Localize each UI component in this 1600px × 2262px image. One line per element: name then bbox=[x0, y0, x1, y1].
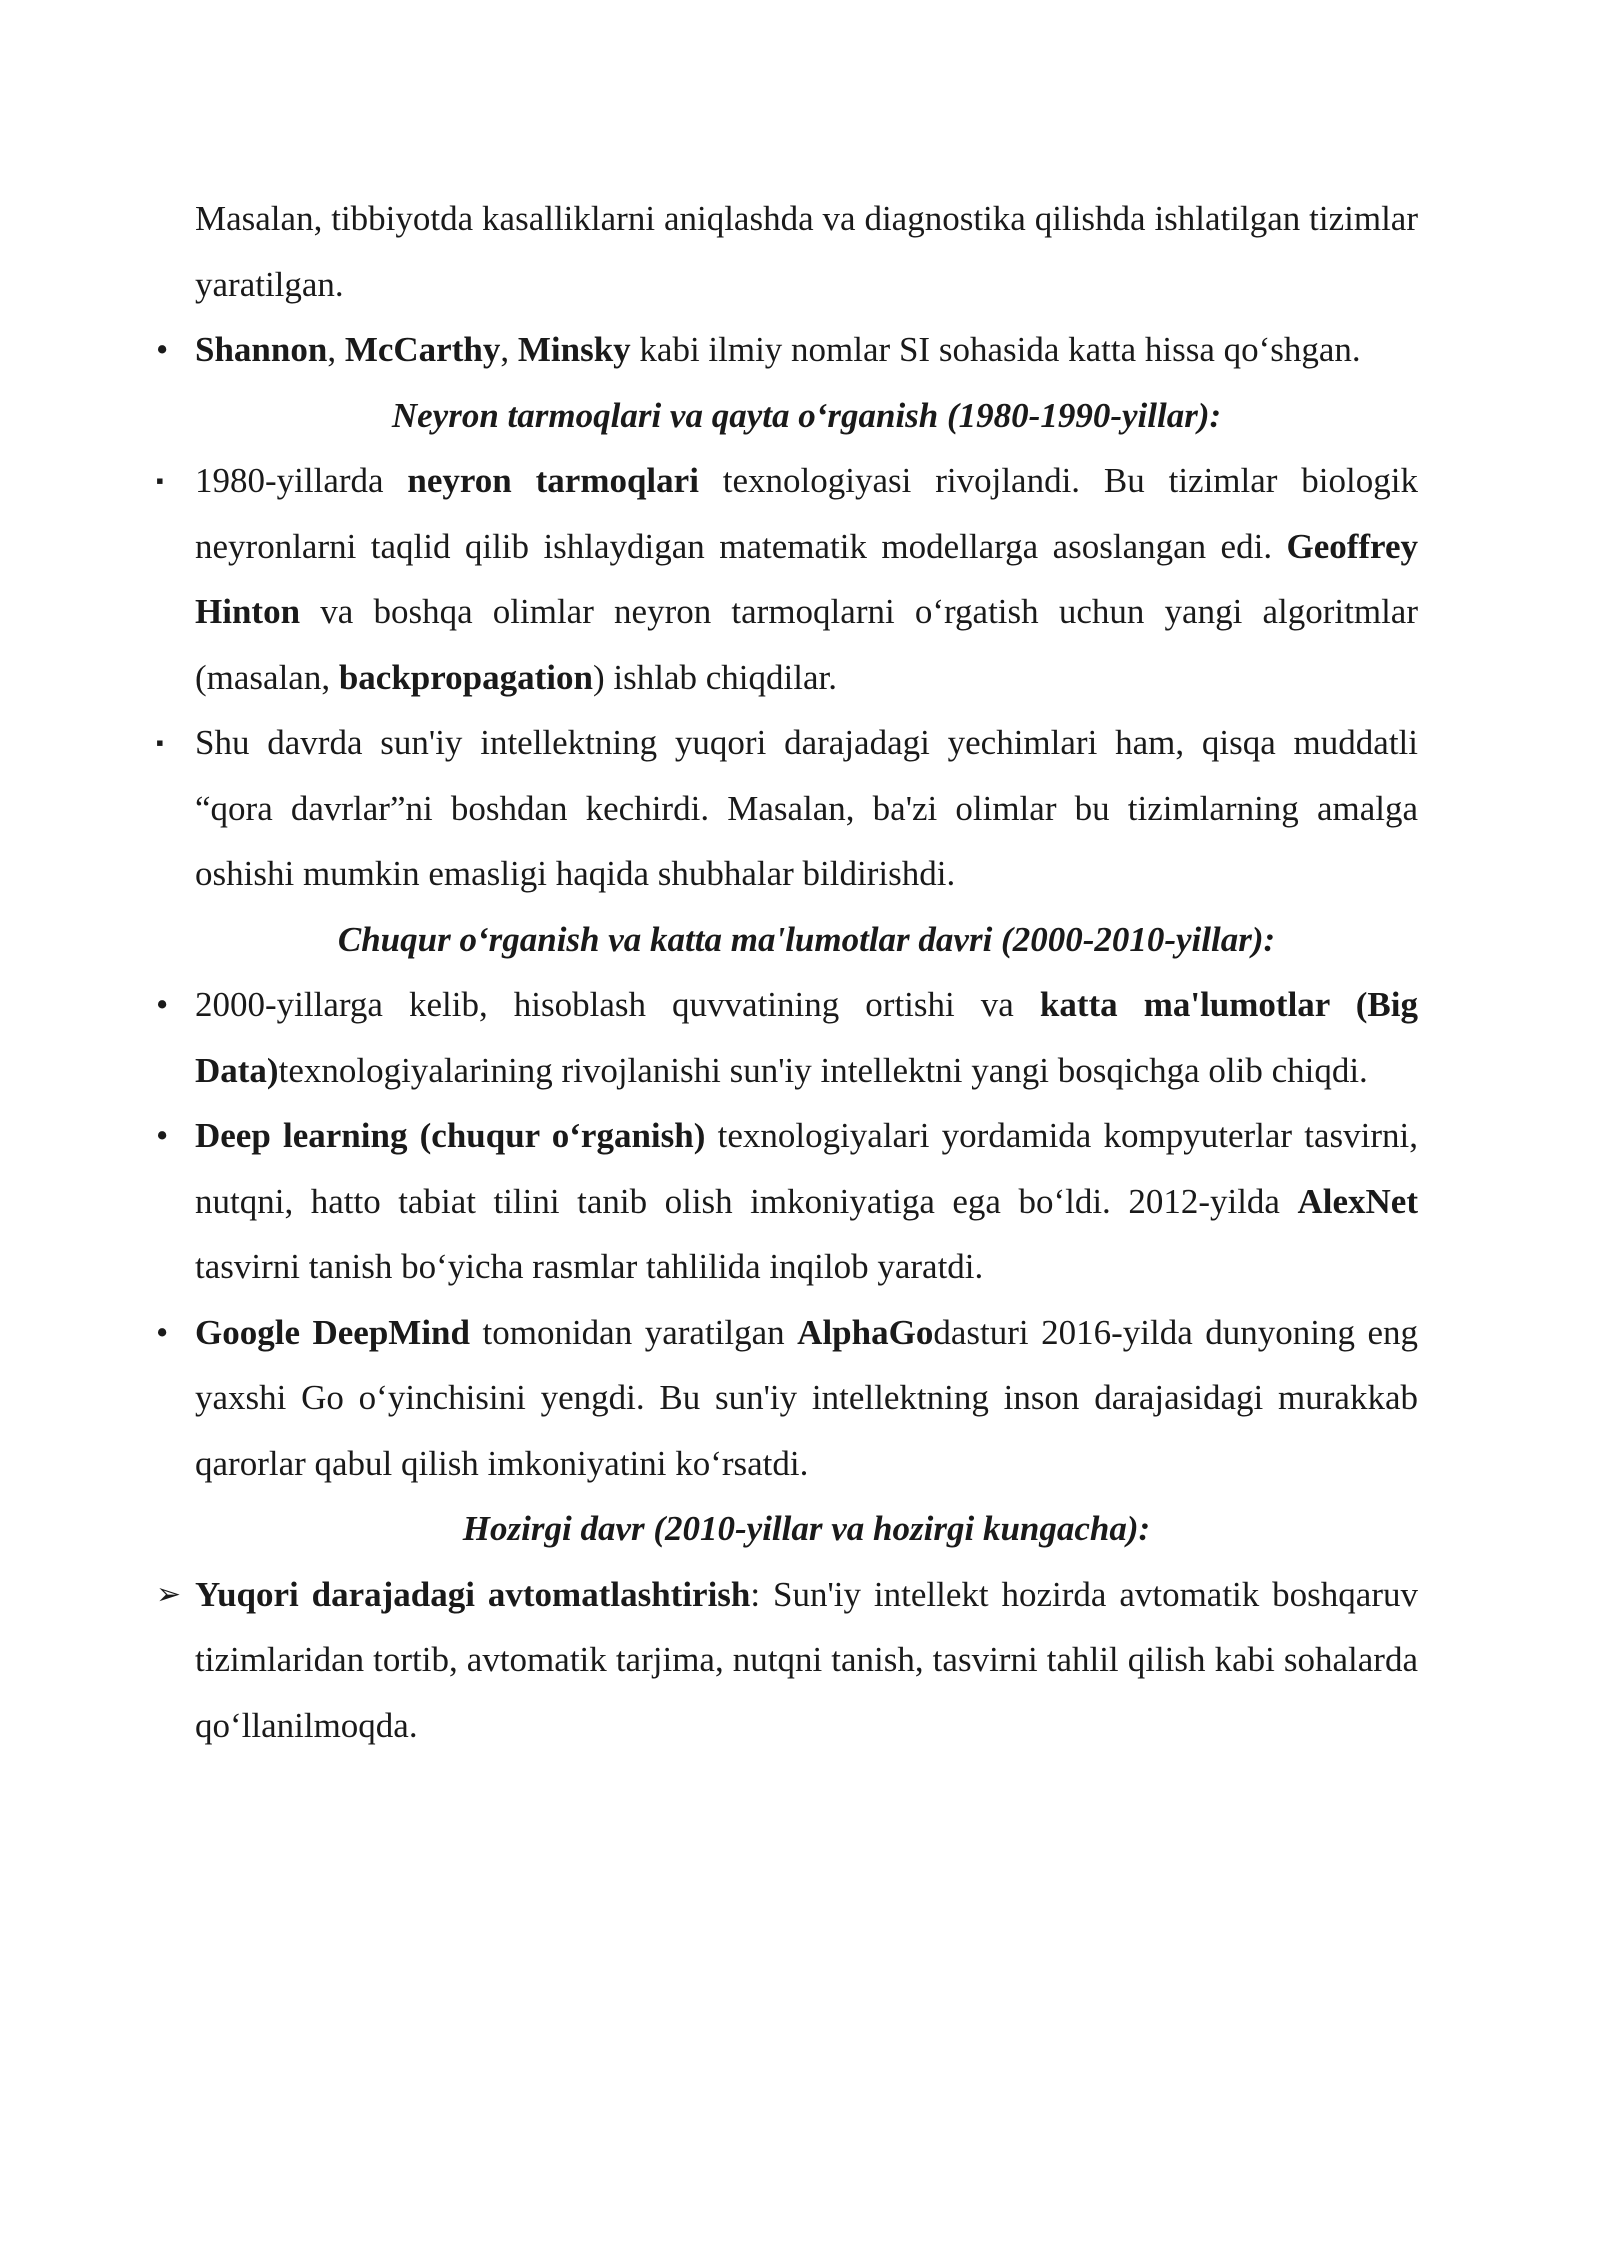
text-run: va boshqa olimlar neyron tarmoqlarni o‘rgatish uchun yangi algoritmlar (masalan, bbox=[195, 592, 1418, 697]
separator: , bbox=[500, 330, 518, 369]
term-alphago: AlphaGo bbox=[797, 1312, 934, 1352]
list-item-text bbox=[195, 1116, 1418, 1286]
text-run: 1980-yillarda bbox=[195, 461, 408, 500]
text-run: tomonidan yaratilgan bbox=[470, 1312, 798, 1352]
text-run: texnologiyalari yordamida kompyuterlar tasvirni, nutqni, hatto tabiat tilini tanib olish imkoniyatiga ega bo‘ldi. 2012-yilda bbox=[195, 1116, 1418, 1221]
list-item-yuqori bbox=[156, 1562, 1418, 1759]
section-heading-neyron: Neyron tarmoqlari va qayta o‘rganish (1980-1990-yillar): bbox=[391, 395, 1222, 435]
text-run: : Sun'iy intellekt hozirda avtomatik boshqaruv tizimlaridan tortib, avtomatik tarjima, nutqni tanish, tasvirni tahlil qilish kabi sohalarda qo‘llanilmoqda. bbox=[195, 1574, 1418, 1745]
separator: , bbox=[327, 330, 345, 369]
name-minsky: Minsky bbox=[517, 330, 631, 369]
list-item-text: Shu davrda sun'iy intellektning yuqori darajadagi yechimlari ham, qisqa muddatli “qora davrlar”ni boshdan kechirdi. Masalan, ba'zi olimlar bu tizimlarning amalga oshishi mumkin emasligi haqida shubhalar bildirishdi. bbox=[195, 723, 1418, 893]
list-item-text bbox=[195, 461, 1418, 697]
term-big-data: katta ma'lumotlar (Big Data) bbox=[195, 985, 1418, 1090]
term-deep-learning: Deep learning (chuqur o‘rganish) bbox=[195, 1116, 706, 1155]
square-bullet-icon: ▪ bbox=[156, 730, 164, 755]
text-run: texnologiyasi rivojlandi. Bu tizimlar biologik neyronlarni taqlid qilib ishlaydigan matematik modellarga asoslangan edi. bbox=[195, 461, 1418, 566]
list-item-2000 bbox=[156, 972, 1418, 1103]
list-item-shu-davrda bbox=[156, 710, 1418, 907]
text-run: tasvirni tanish bo‘yicha rasmlar tahlilida inqilob yaratdi. bbox=[195, 1247, 984, 1286]
square-bullet-icon: ▪ bbox=[156, 468, 164, 493]
list-item-text bbox=[195, 1575, 1418, 1745]
section-heading-hozirgi: Hozirgi davr (2010-yillar va hozirgi kungacha): bbox=[462, 1509, 1151, 1548]
name-shannon: Shannon bbox=[195, 330, 328, 369]
term-google-deepmind: Google DeepMind bbox=[195, 1312, 470, 1352]
bullet-icon: • bbox=[156, 330, 169, 369]
text-run: texnologiyalarining rivojlanishi sun'iy intellektni yangi bosqichga olib chiqdi. bbox=[278, 1050, 1368, 1090]
document-body bbox=[156, 186, 1418, 1758]
section-heading-chuqur: Chuqur o‘rganish va katta ma'lumotlar davri (2000-2010-yillar): bbox=[337, 919, 1276, 959]
list-item-text bbox=[195, 330, 1361, 369]
list-item-rest: kabi ilmiy nomlar SI sohasida katta hissa qo‘shgan. bbox=[630, 330, 1361, 369]
name-hinton: Geoffrey Hinton bbox=[195, 526, 1418, 631]
bullet-icon: • bbox=[156, 1312, 169, 1352]
term-backpropagation: backpropagation bbox=[338, 657, 593, 697]
list-item-text bbox=[195, 985, 1418, 1090]
name-mccarthy: McCarthy bbox=[344, 330, 501, 369]
list-item-deep-learning bbox=[156, 1103, 1418, 1300]
bullet-icon: • bbox=[156, 1116, 169, 1155]
intro-paragraph: Masalan, tibbiyotda kasalliklarni aniqlashda va diagnostika qilishda ishlatilgan tizimlar yaratilgan. bbox=[195, 199, 1418, 304]
term-avtomatlashtirish: Yuqori darajadagi avtomatlashtirish bbox=[195, 1574, 751, 1614]
term-alexnet: AlexNet bbox=[1297, 1181, 1418, 1221]
list-item-1980 bbox=[156, 448, 1418, 710]
text-run: 2000-yillarga kelib, hisoblash quvvatining ortishi va bbox=[195, 985, 1040, 1024]
text-run: ) ishlab chiqdilar. bbox=[592, 657, 837, 697]
bullet-icon: • bbox=[156, 985, 169, 1024]
arrow-bullet-icon: ➢ bbox=[156, 1577, 182, 1611]
term-neyron-tarmoqlari: neyron tarmoqlari bbox=[407, 461, 699, 500]
list-item-google-deepmind bbox=[156, 1300, 1418, 1497]
list-item-shannon bbox=[156, 317, 1418, 383]
list-item-text bbox=[195, 1313, 1418, 1483]
text-run: dasturi 2016-yilda dunyoning eng yaxshi Go o‘yinchisini yengdi. Bu sun'iy intellektning inson darajasidagi murakkab qarorlar qabul qilish imkoniyatini ko‘rsatdi. bbox=[195, 1312, 1419, 1483]
